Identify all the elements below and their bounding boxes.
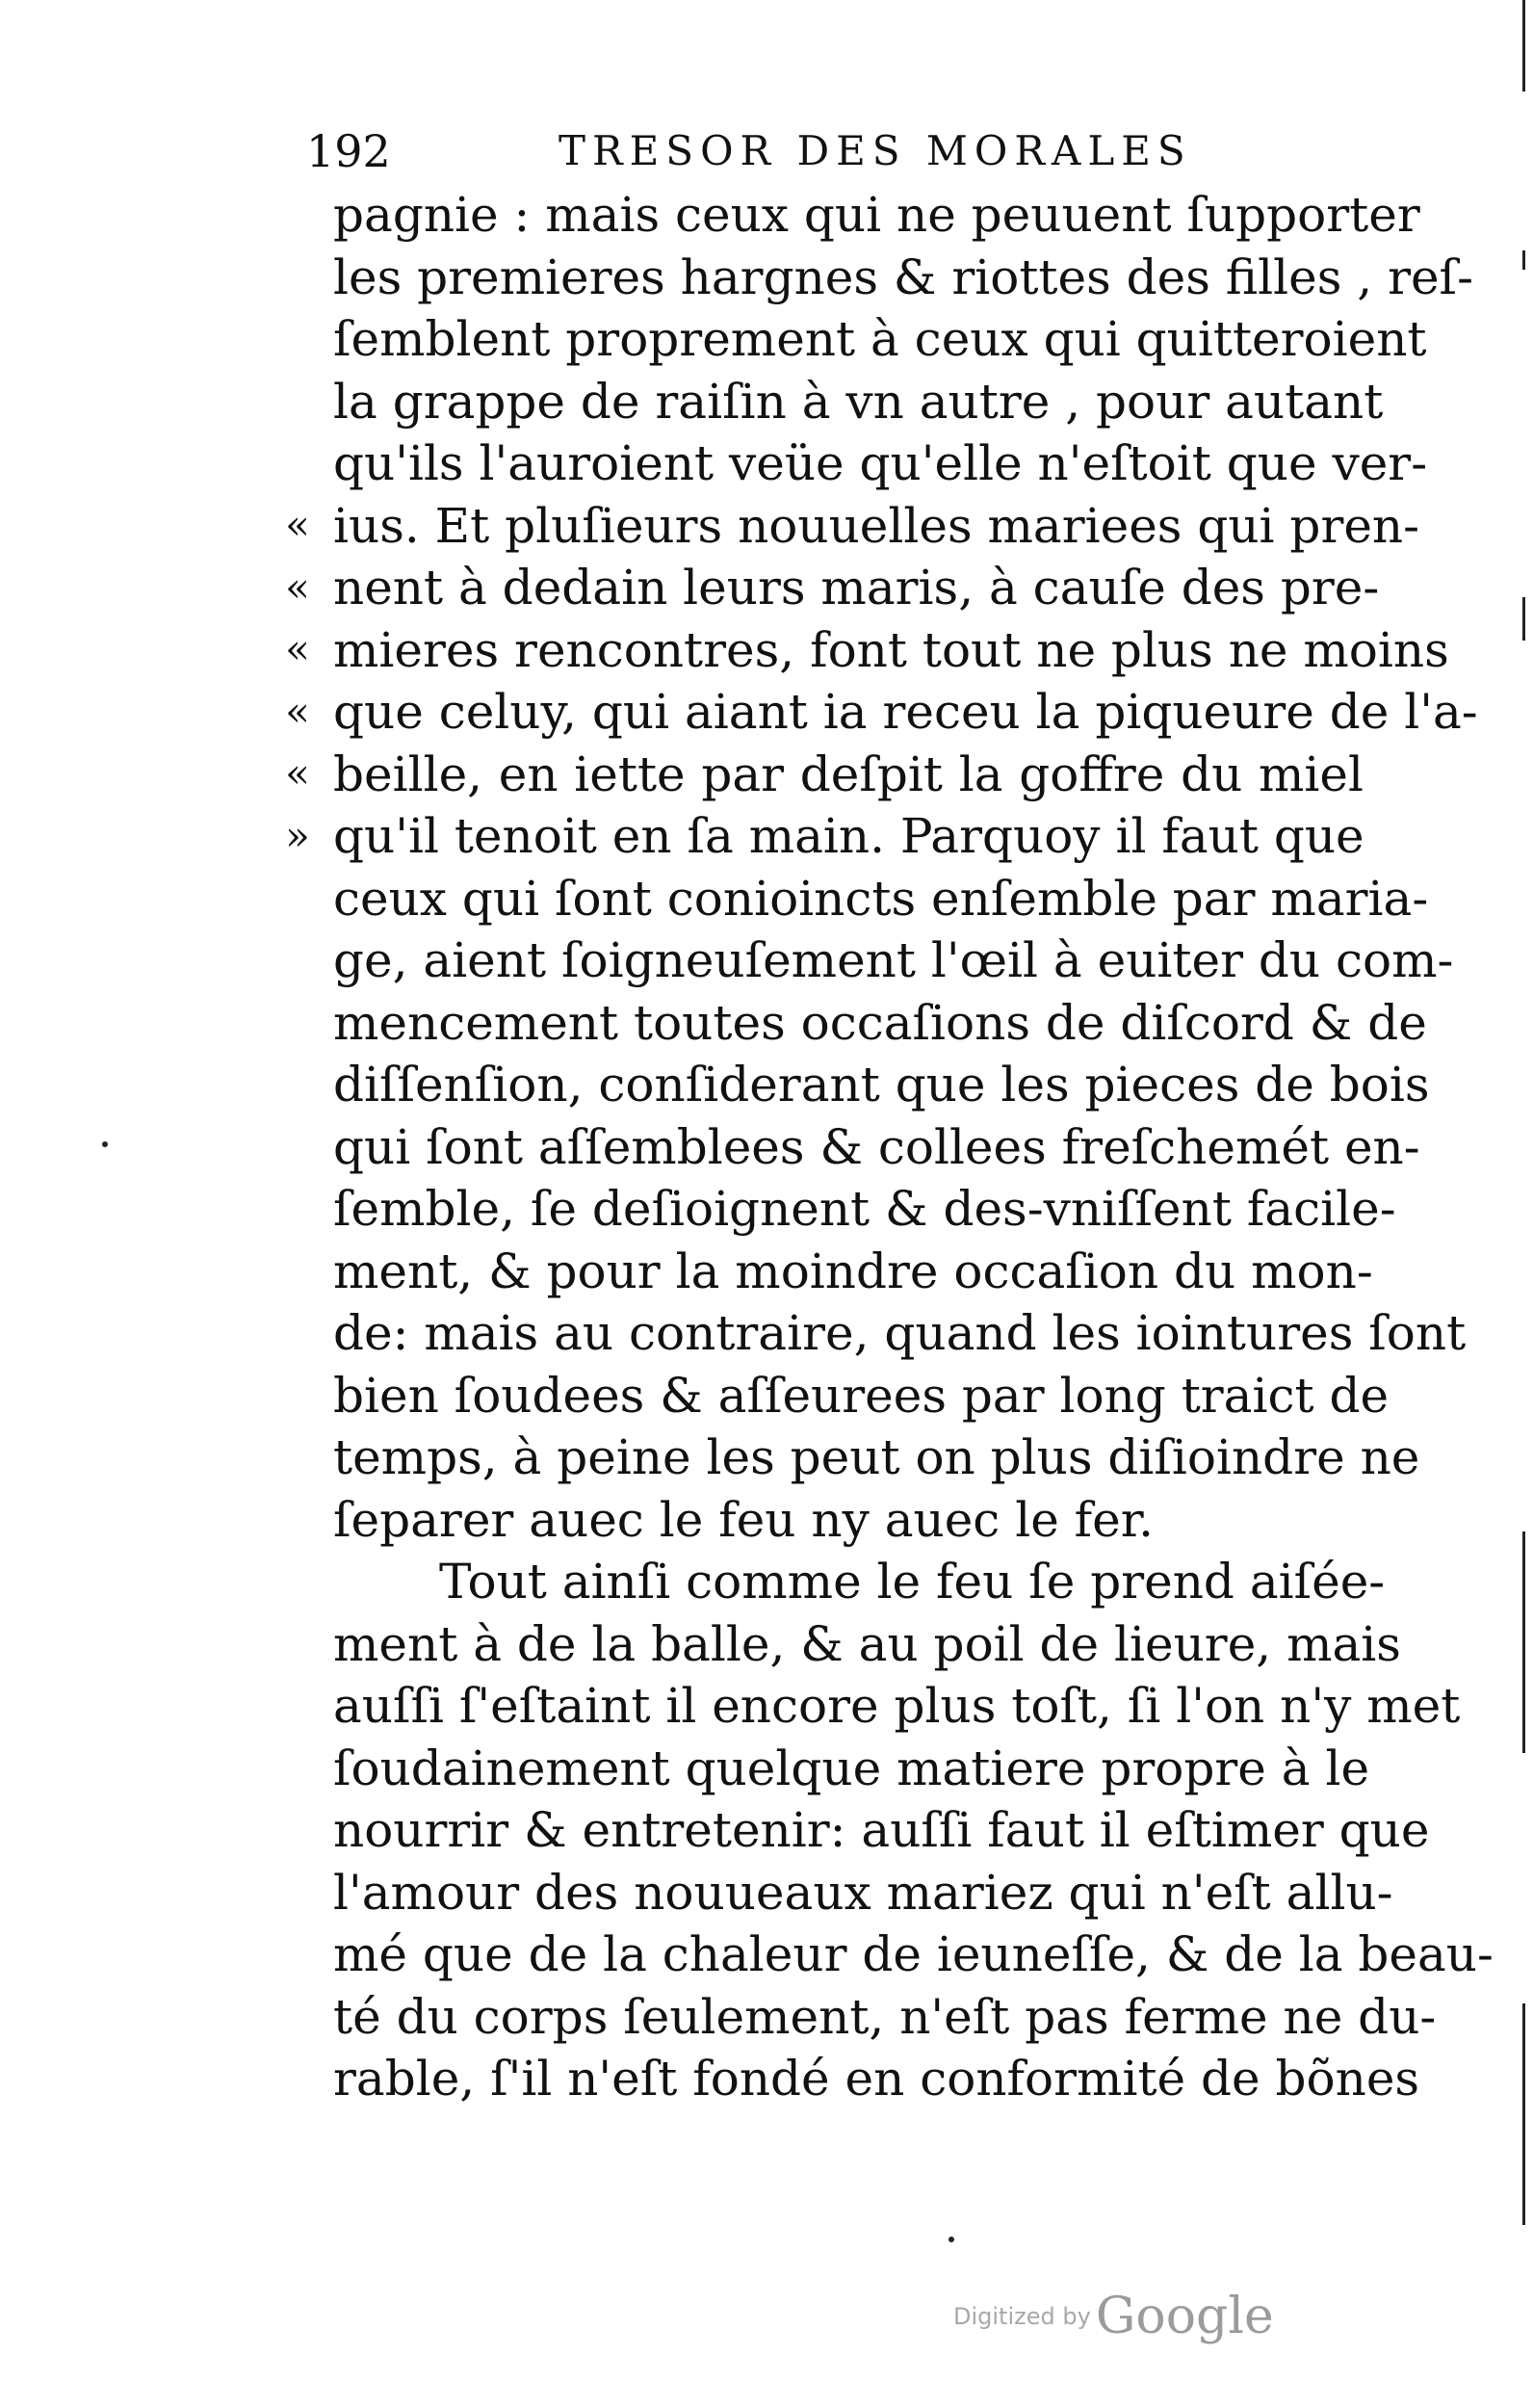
- page-number: 192: [306, 125, 391, 177]
- text-line: qu'il tenoit en ſa main. Parquoy il faut que: [333, 808, 1364, 864]
- watermark-label: Digitized by: [953, 2303, 1091, 2330]
- text-line: la grappe de raiſin à vn autre , pour autant: [333, 373, 1384, 430]
- text-line: qui ſont aſſemblees & collees freſchemét en-: [333, 1118, 1420, 1175]
- text-line: qu'ils l'auroient veüe qu'elle n'eſtoit que ver-: [333, 435, 1428, 491]
- text-line: mencement toutes occaſions de diſcord & de: [333, 994, 1427, 1051]
- text-line: té du corps ſeulement, n'eſt pas ferme ne du-: [333, 1988, 1437, 2045]
- text-line: auſſi ſ'eſtaint il encore plus toſt, ſi l'on n'y met: [333, 1678, 1461, 1734]
- text-line: que celuy, qui aiant ia receu la piqueure de l'a-: [333, 684, 1478, 740]
- ink-speck: [948, 2237, 954, 2242]
- body-text: [333, 184, 1494, 2110]
- running-title: TRESOR DES MORALES: [559, 127, 1192, 174]
- text-line: ceux qui ſont conioincts enſemble par maria-: [333, 870, 1429, 927]
- text-line: bien ſoudees & aſſeurees par long traict de: [333, 1367, 1390, 1424]
- text-line: pagnie : mais ceux qui ne peuuent ſupporter: [333, 187, 1420, 243]
- quote-mark: «: [285, 625, 310, 672]
- paragraph-start-line: Tout ainſi comme le feu ſe prend aiſée-: [439, 1554, 1386, 1610]
- text-line: ge, aient ſoigneuſement l'œil à euiter du com-: [333, 932, 1454, 988]
- text-line: nourrir & entretenir: auſſi faut il eſtimer que: [333, 1802, 1430, 1858]
- text-line: ſoudainement quelque matiere propre à le: [333, 1740, 1370, 1796]
- text-line: ius. Et pluſieurs nouuelles mariees qui pren-: [333, 497, 1420, 554]
- text-line: les premieres hargnes & riottes des filles , reſ-: [333, 249, 1473, 305]
- ink-speck: [102, 1141, 108, 1147]
- quote-mark: «: [285, 749, 310, 797]
- digitized-watermark: [953, 2288, 1274, 2355]
- text-line: rable, ſ'il n'eſt fondé en conformité de bõnes: [333, 2051, 1420, 2107]
- text-line: ſeparer auec le feu ny auec le fer.: [333, 1491, 1155, 1548]
- text-line: ment, & pour la moindre occaſion du mon-: [333, 1243, 1373, 1299]
- text-line: mé que de la chaleur de ieuneſſe, & de la beau-: [333, 1926, 1494, 1982]
- page-edge-shadow: [1522, 0, 1525, 92]
- page-edge-shadow: [1522, 250, 1525, 270]
- quote-mark: «: [285, 687, 310, 735]
- text-line: ſemble, ſe deſioignent & des-vniſſent facile-: [333, 1181, 1396, 1237]
- text-line: beille, en iette par deſpit la goffre du miel: [333, 746, 1364, 802]
- text-line: de: mais au contraire, quand les iointures ſont: [333, 1305, 1467, 1361]
- page-edge-shadow: [1522, 1531, 1525, 1753]
- margin-quote-marks: [272, 494, 324, 867]
- page-edge-shadow: [1522, 2003, 1525, 2225]
- text-line: nent à dedain leurs maris, à cauſe des pre-: [333, 560, 1380, 615]
- page-header: [306, 118, 1356, 185]
- text-line: mieres rencontres, font tout ne plus ne moins: [333, 621, 1449, 678]
- text-line: diſſenſion, conſiderant que les pieces de bois: [333, 1057, 1430, 1112]
- text-line: ment à de la balle, & au poil de lieure, mais: [333, 1615, 1401, 1672]
- text-line: ſemblent proprement à ceux qui quitteroient: [333, 311, 1427, 367]
- quote-mark: »: [285, 811, 310, 859]
- page-edge-shadow: [1522, 597, 1525, 641]
- text-line: l'amour des nouueaux mariez qui n'eſt allu-: [333, 1864, 1393, 1921]
- google-logo: Google: [1095, 2288, 1274, 2345]
- quote-mark: «: [285, 501, 310, 548]
- quote-mark: «: [285, 563, 310, 611]
- text-line: temps, à peine les peut on plus diſioindre ne: [333, 1429, 1420, 1485]
